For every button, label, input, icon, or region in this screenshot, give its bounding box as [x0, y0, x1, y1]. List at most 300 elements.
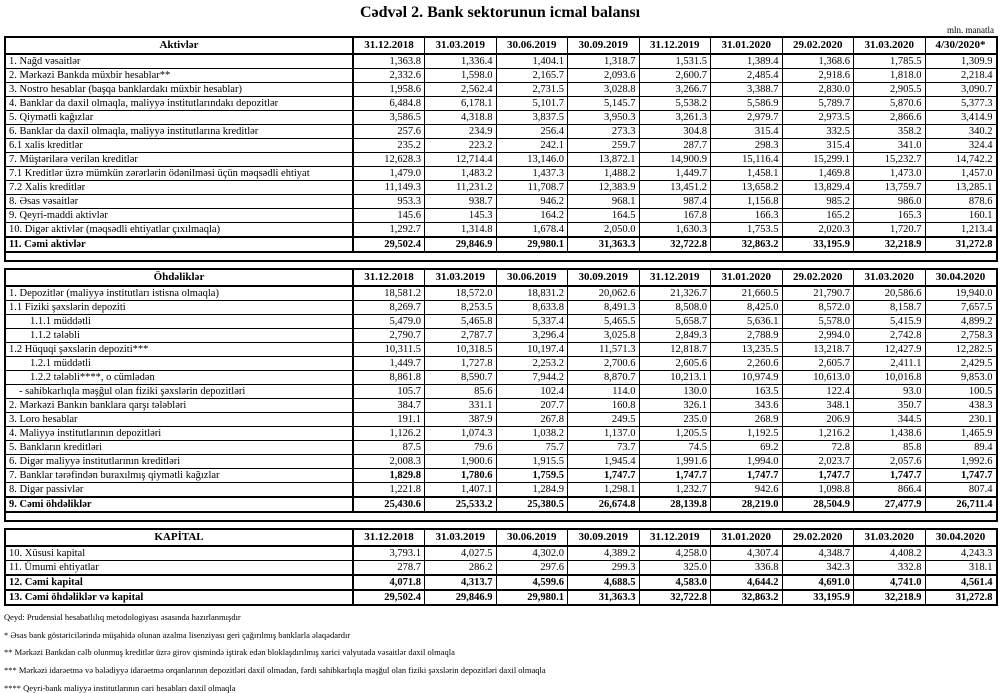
- value-cell: 1,457.0: [925, 167, 997, 181]
- value-cell: 18,831.2: [496, 286, 568, 301]
- footnote-line: Qeyd: Prudensial hesabatlılıq metodologiyası əsasında hazırlanmışdır: [4, 612, 564, 623]
- value-cell: 249.5: [568, 413, 640, 427]
- column-header: 30.09.2019: [568, 269, 640, 286]
- value-cell: 160.1: [925, 209, 997, 223]
- column-header: 31.03.2019: [425, 529, 497, 546]
- value-cell: 8,633.8: [496, 301, 568, 315]
- value-cell: 2,788.9: [711, 329, 783, 343]
- value-cell: 315.4: [711, 125, 783, 139]
- value-cell: 1,630.3: [639, 223, 711, 238]
- value-cell: 2,562.4: [425, 83, 497, 97]
- row-label: 13. Cəmi öhdəliklər və kapital: [5, 590, 353, 605]
- column-header: 31.03.2020: [854, 37, 926, 54]
- value-cell: 3,793.1: [353, 546, 425, 561]
- value-cell: 4,408.2: [854, 546, 926, 561]
- table-row: [5, 209, 997, 223]
- balance-tables: [4, 36, 996, 606]
- table-row: [5, 575, 997, 590]
- value-cell: 11,149.3: [353, 181, 425, 195]
- value-cell: 336.8: [711, 561, 783, 576]
- column-header: 30.06.2019: [496, 37, 568, 54]
- value-cell: 358.2: [854, 125, 926, 139]
- column-header: 31.03.2019: [425, 37, 497, 54]
- value-cell: 3,028.8: [568, 83, 640, 97]
- value-cell: 8,269.7: [353, 301, 425, 315]
- value-cell: 1,221.8: [353, 483, 425, 498]
- value-cell: 3,837.5: [496, 111, 568, 125]
- page-title: Cədvəl 2. Bank sektorunun icmal balansı: [4, 4, 996, 22]
- section-table-1: [4, 268, 998, 522]
- value-cell: 332.5: [782, 125, 854, 139]
- value-cell: 13,235.5: [711, 343, 783, 357]
- row-label: 8. Əsas vəsaitlər: [5, 195, 353, 209]
- value-cell: 1,747.7: [782, 469, 854, 483]
- value-cell: 1,126.2: [353, 427, 425, 441]
- value-cell: 31,363.3: [568, 590, 640, 605]
- value-cell: 14,742.2: [925, 153, 997, 167]
- value-cell: 1,469.8: [782, 167, 854, 181]
- table-row: [5, 329, 997, 343]
- table-row: [5, 69, 997, 83]
- table-row: [5, 195, 997, 209]
- value-cell: 1,284.9: [496, 483, 568, 498]
- value-cell: 114.0: [568, 385, 640, 399]
- value-cell: 14,900.9: [639, 153, 711, 167]
- value-cell: 384.7: [353, 399, 425, 413]
- row-label: 11. Cəmi aktivlər: [5, 237, 353, 252]
- value-cell: 1,818.0: [854, 69, 926, 83]
- value-cell: 160.8: [568, 399, 640, 413]
- table-row: [5, 181, 997, 195]
- value-cell: 866.4: [854, 483, 926, 498]
- column-header: 30.06.2019: [496, 529, 568, 546]
- value-cell: 8,572.0: [782, 301, 854, 315]
- value-cell: 348.1: [782, 399, 854, 413]
- value-cell: 5,586.9: [711, 97, 783, 111]
- section-table-2: [4, 528, 998, 606]
- value-cell: 5,337.4: [496, 315, 568, 329]
- value-cell: 331.1: [425, 399, 497, 413]
- value-cell: 1,213.4: [925, 223, 997, 238]
- value-cell: 1,314.8: [425, 223, 497, 238]
- value-cell: 1,991.6: [639, 455, 711, 469]
- row-label: 11. Ümumi ehtiyatlar: [5, 561, 353, 576]
- value-cell: 2,758.3: [925, 329, 997, 343]
- value-cell: 20,586.6: [854, 286, 926, 301]
- table-row: [5, 399, 997, 413]
- value-cell: 257.6: [353, 125, 425, 139]
- value-cell: 2,605.6: [639, 357, 711, 371]
- table-row: [5, 357, 997, 371]
- value-cell: 5,636.1: [711, 315, 783, 329]
- column-header: 30.06.2019: [496, 269, 568, 286]
- row-label: 3. Loro hesablar: [5, 413, 353, 427]
- value-cell: 207.7: [496, 399, 568, 413]
- value-cell: 1,678.4: [496, 223, 568, 238]
- value-cell: 32,863.2: [711, 237, 783, 252]
- value-cell: 278.7: [353, 561, 425, 576]
- value-cell: 4,644.2: [711, 575, 783, 590]
- value-cell: 1,483.2: [425, 167, 497, 181]
- value-cell: 4,243.3: [925, 546, 997, 561]
- value-cell: 2,605.7: [782, 357, 854, 371]
- table-row: [5, 561, 997, 576]
- value-cell: 5,377.3: [925, 97, 997, 111]
- value-cell: 286.2: [425, 561, 497, 576]
- value-cell: 10,016.8: [854, 371, 926, 385]
- footnote-line: **** Qeyri-bank maliyyə institutlarının cari hesabları daxil olmaqla: [4, 683, 564, 693]
- value-cell: 2,165.7: [496, 69, 568, 83]
- value-cell: 74.5: [639, 441, 711, 455]
- value-cell: 1,747.7: [925, 469, 997, 483]
- value-cell: 234.9: [425, 125, 497, 139]
- row-label: 7. Banklar tərəfindən buraxılmış qiymətli kağızlar: [5, 469, 353, 483]
- value-cell: 297.6: [496, 561, 568, 576]
- value-cell: 2,905.5: [854, 83, 926, 97]
- value-cell: 2,600.7: [639, 69, 711, 83]
- value-cell: 33,195.9: [782, 590, 854, 605]
- footnote-line: ** Mərkəzi Bankdan cəlb olunmuş kreditlər üzrə girov qismində iştirak edən bloklaşdırılmış xarici valyutada vəsaitlər daxil olmaqla: [4, 647, 564, 658]
- value-cell: 2,008.3: [353, 455, 425, 469]
- value-cell: 878.6: [925, 195, 997, 209]
- table-row: [5, 97, 997, 111]
- value-cell: 5,101.7: [496, 97, 568, 111]
- value-cell: 145.3: [425, 209, 497, 223]
- row-label: 1.1 Fiziki şəxslərin depoziti: [5, 301, 353, 315]
- value-cell: 273.3: [568, 125, 640, 139]
- value-cell: 8,508.0: [639, 301, 711, 315]
- value-cell: 1,437.3: [496, 167, 568, 181]
- value-cell: 79.6: [425, 441, 497, 455]
- value-cell: 4,258.0: [639, 546, 711, 561]
- value-cell: 235.2: [353, 139, 425, 153]
- value-cell: 235.0: [639, 413, 711, 427]
- value-cell: 4,318.8: [425, 111, 497, 125]
- column-header: 31.12.2018: [353, 529, 425, 546]
- value-cell: 304.8: [639, 125, 711, 139]
- value-cell: 1,156.8: [711, 195, 783, 209]
- row-label: 7.1 Kreditlər üzrə mümkün zərərlərin ödənilməsi üçün məqsədli ehtiyat: [5, 167, 353, 181]
- row-label: 1.2 Hüquqi şəxslərin depoziti***: [5, 343, 353, 357]
- value-cell: 318.1: [925, 561, 997, 576]
- value-cell: 12,383.9: [568, 181, 640, 195]
- value-cell: 13,218.7: [782, 343, 854, 357]
- value-cell: 5,145.7: [568, 97, 640, 111]
- value-cell: 15,116.4: [711, 153, 783, 167]
- value-cell: 987.4: [639, 195, 711, 209]
- column-header: 29.02.2020: [782, 269, 854, 286]
- table-row: [5, 167, 997, 181]
- table-row: [5, 413, 997, 427]
- value-cell: 191.1: [353, 413, 425, 427]
- value-cell: 5,479.0: [353, 315, 425, 329]
- value-cell: 4,583.0: [639, 575, 711, 590]
- section-separator: [5, 252, 997, 261]
- header-row: [5, 37, 997, 54]
- value-cell: 230.1: [925, 413, 997, 427]
- value-cell: 25,380.5: [496, 497, 568, 512]
- value-cell: 242.1: [496, 139, 568, 153]
- row-label: 5. Qiymətli kağızlar: [5, 111, 353, 125]
- value-cell: 2,093.6: [568, 69, 640, 83]
- value-cell: 8,870.7: [568, 371, 640, 385]
- table-row: [5, 139, 997, 153]
- value-cell: 25,533.2: [425, 497, 497, 512]
- table-row: [5, 286, 997, 301]
- value-cell: 2,973.5: [782, 111, 854, 125]
- value-cell: 1,216.2: [782, 427, 854, 441]
- value-cell: 28,139.8: [639, 497, 711, 512]
- value-cell: 2,866.6: [854, 111, 926, 125]
- value-cell: 4,302.0: [496, 546, 568, 561]
- value-cell: 1,747.7: [639, 469, 711, 483]
- value-cell: 122.4: [782, 385, 854, 399]
- value-cell: 223.2: [425, 139, 497, 153]
- value-cell: 26,674.8: [568, 497, 640, 512]
- value-cell: 3,950.3: [568, 111, 640, 125]
- value-cell: 164.2: [496, 209, 568, 223]
- value-cell: 942.6: [711, 483, 783, 498]
- value-cell: 8,158.7: [854, 301, 926, 315]
- value-cell: 1,438.6: [854, 427, 926, 441]
- row-label: 7.2 Xalis kreditlər: [5, 181, 353, 195]
- row-label: 1.1.1 müddətli: [5, 315, 353, 329]
- value-cell: 341.0: [854, 139, 926, 153]
- value-cell: 2,918.6: [782, 69, 854, 83]
- value-cell: 985.2: [782, 195, 854, 209]
- value-cell: 342.3: [782, 561, 854, 576]
- value-cell: 340.2: [925, 125, 997, 139]
- value-cell: 1,727.8: [425, 357, 497, 371]
- value-cell: 20,062.6: [568, 286, 640, 301]
- value-cell: 1,915.5: [496, 455, 568, 469]
- value-cell: 10,974.9: [711, 371, 783, 385]
- value-cell: 1,298.1: [568, 483, 640, 498]
- table-row: [5, 546, 997, 561]
- value-cell: 986.0: [854, 195, 926, 209]
- table-row: [5, 237, 997, 252]
- value-cell: 5,789.7: [782, 97, 854, 111]
- column-header: 31.03.2019: [425, 269, 497, 286]
- value-cell: 105.7: [353, 385, 425, 399]
- column-header: 31.01.2020: [711, 37, 783, 54]
- table-row: [5, 83, 997, 97]
- row-label: 1.2.1 müddətli: [5, 357, 353, 371]
- value-cell: 4,691.0: [782, 575, 854, 590]
- value-cell: 8,425.0: [711, 301, 783, 315]
- value-cell: 9,853.0: [925, 371, 997, 385]
- value-cell: 31,363.3: [568, 237, 640, 252]
- value-cell: 1,205.5: [639, 427, 711, 441]
- table-row: [5, 301, 997, 315]
- column-header: 30.09.2019: [568, 37, 640, 54]
- value-cell: 8,491.3: [568, 301, 640, 315]
- value-cell: 4,071.8: [353, 575, 425, 590]
- table-row: [5, 469, 997, 483]
- value-cell: 4,307.4: [711, 546, 783, 561]
- value-cell: 165.3: [854, 209, 926, 223]
- value-cell: 259.7: [568, 139, 640, 153]
- value-cell: 29,980.1: [496, 590, 568, 605]
- value-cell: 299.3: [568, 561, 640, 576]
- value-cell: 12,628.3: [353, 153, 425, 167]
- column-header: 31.12.2019: [639, 529, 711, 546]
- value-cell: 3,261.3: [639, 111, 711, 125]
- value-cell: 350.7: [854, 399, 926, 413]
- value-cell: 5,658.7: [639, 315, 711, 329]
- value-cell: 1,404.1: [496, 54, 568, 69]
- value-cell: 8,253.5: [425, 301, 497, 315]
- value-cell: 1,363.8: [353, 54, 425, 69]
- value-cell: 4,899.2: [925, 315, 997, 329]
- value-cell: 438.3: [925, 399, 997, 413]
- value-cell: 1,473.0: [854, 167, 926, 181]
- value-cell: 29,846.9: [425, 237, 497, 252]
- value-cell: 7,657.5: [925, 301, 997, 315]
- value-cell: 1,958.6: [353, 83, 425, 97]
- column-header: 31.01.2020: [711, 269, 783, 286]
- value-cell: 344.5: [854, 413, 926, 427]
- value-cell: 11,708.7: [496, 181, 568, 195]
- row-label: 9. Cəmi öhdəliklər: [5, 497, 353, 512]
- value-cell: 10,613.0: [782, 371, 854, 385]
- value-cell: 85.8: [854, 441, 926, 455]
- value-cell: 2,994.0: [782, 329, 854, 343]
- section-separator: [5, 512, 997, 521]
- value-cell: 1,232.7: [639, 483, 711, 498]
- value-cell: 12,714.4: [425, 153, 497, 167]
- value-cell: 1,488.2: [568, 167, 640, 181]
- row-label: 8. Digər passivlər: [5, 483, 353, 498]
- value-cell: 1,759.5: [496, 469, 568, 483]
- column-header: 31.12.2018: [353, 269, 425, 286]
- value-cell: 938.7: [425, 195, 497, 209]
- value-cell: 72.8: [782, 441, 854, 455]
- value-cell: 25,430.6: [353, 497, 425, 512]
- value-cell: 5,578.0: [782, 315, 854, 329]
- value-cell: 326.1: [639, 399, 711, 413]
- value-cell: 10,213.1: [639, 371, 711, 385]
- row-label: 4. Maliyyə institutlarının depozitləri: [5, 427, 353, 441]
- table-row: [5, 343, 997, 357]
- value-cell: 324.4: [925, 139, 997, 153]
- value-cell: 164.5: [568, 209, 640, 223]
- value-cell: 1,389.4: [711, 54, 783, 69]
- value-cell: 2,485.4: [711, 69, 783, 83]
- value-cell: 75.7: [496, 441, 568, 455]
- value-cell: 10,197.4: [496, 343, 568, 357]
- value-cell: 4,313.7: [425, 575, 497, 590]
- value-cell: 2,700.6: [568, 357, 640, 371]
- column-header: 31.12.2018: [353, 37, 425, 54]
- row-label: 6. Digər maliyyə institutlarının kreditləri: [5, 455, 353, 469]
- table-row: [5, 385, 997, 399]
- column-header: 4/30/2020*: [925, 37, 997, 54]
- value-cell: 7,944.2: [496, 371, 568, 385]
- value-cell: 18,572.0: [425, 286, 497, 301]
- row-label: 3. Nostro hesablar (başqa banklardakı müxbir hesablar): [5, 83, 353, 97]
- unit-note: mln. manatla: [4, 25, 996, 35]
- value-cell: 28,504.9: [782, 497, 854, 512]
- row-label: 6. Banklar da daxil olmaqla, maliyyə institutlarına kreditlər: [5, 125, 353, 139]
- table-row: [5, 371, 997, 385]
- value-cell: 968.1: [568, 195, 640, 209]
- section-header-label: Öhdəliklər: [5, 269, 353, 286]
- value-cell: 1,292.7: [353, 223, 425, 238]
- value-cell: 1,038.2: [496, 427, 568, 441]
- table-row: [5, 483, 997, 498]
- value-cell: 15,232.7: [854, 153, 926, 167]
- value-cell: 13,146.0: [496, 153, 568, 167]
- value-cell: 4,027.5: [425, 546, 497, 561]
- value-cell: 1,368.6: [782, 54, 854, 69]
- row-label: 1.1.2 tələbli: [5, 329, 353, 343]
- row-label: 9. Qeyri-maddi aktivlər: [5, 209, 353, 223]
- table-row: [5, 497, 997, 512]
- value-cell: 6,178.1: [425, 97, 497, 111]
- table-row: [5, 455, 997, 469]
- value-cell: 1,994.0: [711, 455, 783, 469]
- value-cell: 8,861.8: [353, 371, 425, 385]
- value-cell: 19,940.0: [925, 286, 997, 301]
- table-row: [5, 125, 997, 139]
- value-cell: 21,660.5: [711, 286, 783, 301]
- row-label: 5. Bankların kreditləri: [5, 441, 353, 455]
- value-cell: 1,449.7: [639, 167, 711, 181]
- value-cell: 32,722.8: [639, 590, 711, 605]
- value-cell: 13,872.1: [568, 153, 640, 167]
- value-cell: 2,731.5: [496, 83, 568, 97]
- value-cell: 29,502.4: [353, 237, 425, 252]
- value-cell: 4,599.6: [496, 575, 568, 590]
- table-row: [5, 111, 997, 125]
- row-label: - sahibkarlıqla məşğul olan fiziki şəxslərin depozitləri: [5, 385, 353, 399]
- value-cell: 2,429.5: [925, 357, 997, 371]
- table-row: [5, 590, 997, 605]
- value-cell: 1,780.6: [425, 469, 497, 483]
- value-cell: 32,863.2: [711, 590, 783, 605]
- column-header: 31.12.2019: [639, 37, 711, 54]
- value-cell: 4,561.4: [925, 575, 997, 590]
- value-cell: 2,742.8: [854, 329, 926, 343]
- value-cell: 1,747.7: [568, 469, 640, 483]
- value-cell: 3,090.7: [925, 83, 997, 97]
- value-cell: 73.7: [568, 441, 640, 455]
- value-cell: 5,538.2: [639, 97, 711, 111]
- row-label: 12. Cəmi kapital: [5, 575, 353, 590]
- row-label: 4. Banklar da daxil olmaqla, maliyyə institutlarındakı depozitlər: [5, 97, 353, 111]
- footnote-line: *** Mərkəzi idarəetmə və bələdiyyə idarəetmə orqanlarının depozitləri daxil olmadan, fərdi sahibkarlıqla məşğul olan fiziki şəxslərin depozitləri daxil olmaqla: [4, 665, 564, 676]
- value-cell: 1,747.7: [854, 469, 926, 483]
- table-row: [5, 315, 997, 329]
- column-header: 31.03.2020: [854, 269, 926, 286]
- value-cell: 2,787.7: [425, 329, 497, 343]
- value-cell: 3,586.5: [353, 111, 425, 125]
- value-cell: 1,458.1: [711, 167, 783, 181]
- value-cell: 12,818.7: [639, 343, 711, 357]
- row-label: 1.2.2 tələbli****, o cümlədən: [5, 371, 353, 385]
- row-label: 7. Müştərilərə verilən kreditlər: [5, 153, 353, 167]
- value-cell: 6,484.8: [353, 97, 425, 111]
- value-cell: 102.4: [496, 385, 568, 399]
- value-cell: 26,711.4: [925, 497, 997, 512]
- value-cell: 1,992.6: [925, 455, 997, 469]
- value-cell: 32,218.9: [854, 590, 926, 605]
- value-cell: 1,336.4: [425, 54, 497, 69]
- value-cell: 166.3: [711, 209, 783, 223]
- value-cell: 2,260.6: [711, 357, 783, 371]
- value-cell: 2,830.0: [782, 83, 854, 97]
